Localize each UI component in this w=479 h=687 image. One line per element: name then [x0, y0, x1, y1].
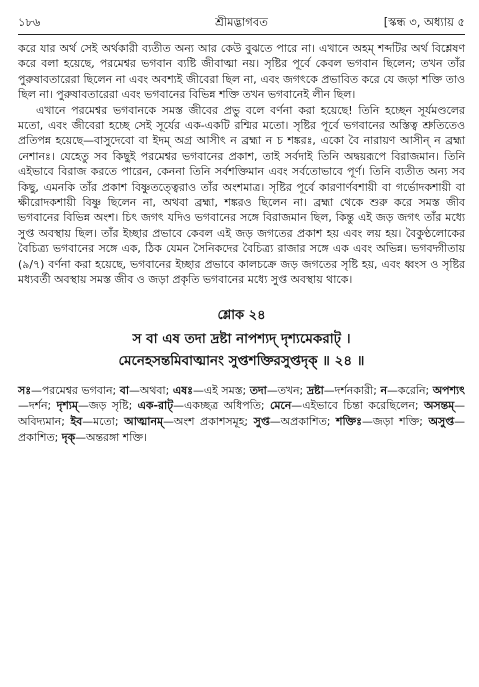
- synonym-term: অসন্তম্: [423, 399, 455, 413]
- synonym-meaning: —অপ্রকাশিত;: [269, 415, 336, 429]
- synonym-term: শক্তিঃ: [336, 415, 362, 429]
- synonym-term: দৃশ্যম্: [56, 399, 78, 413]
- synonym-term: অসুপ্ত: [428, 415, 455, 429]
- synonym-term: এষঃ: [172, 383, 193, 397]
- synonym-term: আত্মানম্: [124, 415, 163, 429]
- book-title: শ্রীমদ্ভাগবত: [215, 15, 268, 29]
- synonym-meaning: —পরমেশ্বর ভগবান;: [31, 383, 120, 397]
- header-rule: [18, 34, 465, 35]
- section-marker: [স্কন্ধ ৩, অধ্যায় ৫: [383, 15, 465, 29]
- synonym-term: বা: [119, 383, 129, 397]
- synonym-term: তদা: [249, 383, 267, 397]
- synonym-meaning: —তখন;: [266, 383, 307, 397]
- synonym-term: সুপ্ত: [253, 415, 270, 429]
- purport-paragraph: করে যার অর্থ সেই অর্থকারী ব্যতীত অন্য আর কেউ বুঝতে পারে না। এখানে অহম্ শব্দটির অর্থ বিশ্লেষণ করে বলা হয়েছে, পরমেশ্বর ভগবান ব্যষ্টি জীবাত্মা নয়। সৃষ্টির পূর্বে কেবল ভগবান ছিলেন; তখন তাঁর পুরুষাবতারেরা ছিলেন না এবং অবশ্যই জীবেরা ছিল না, এবং জগৎকে প্রভাবিত করে যে জড়া শক্তি তাও ছিল না। পুরুষাবতারেরা এবং ভগবানের বিভিন্ন শক্তি তখন ভগবানেই লীন ছিল।: [18, 42, 465, 102]
- synonym-meaning: —অবিদ্যমান;: [18, 399, 466, 429]
- synonym-meaning: —এই সমস্ত;: [192, 383, 250, 397]
- synonym-meaning: —দর্শনকারী;: [323, 383, 381, 397]
- synonym-term: মেনে: [269, 399, 292, 413]
- synonym-meaning: —অংশ প্রকাশসমূহ;: [163, 415, 254, 429]
- synonym-meaning: —অন্তরঙ্গা শক্তি।: [75, 430, 147, 444]
- verse-line: মেনেহসন্তমিবাত্মানং সুপ্তশক্তিরসুপ্তদৃক্ ॥ ২৪ ॥: [118, 352, 365, 369]
- synonym-meaning: —একচ্ছত্র অধিপতি;: [173, 399, 270, 413]
- synonym-term: ন: [380, 383, 387, 397]
- synonym-meaning: —দর্শন;: [18, 399, 57, 413]
- synonyms-block: [18, 383, 465, 446]
- synonym-meaning: —জড়া শক্তি;: [361, 415, 429, 429]
- synonym-meaning: —প্রকাশিত;: [18, 415, 465, 444]
- synonym-term: সঃ: [18, 383, 32, 397]
- synonym-meaning: —এইভাবে চিন্তা করেছিলেন;: [291, 399, 424, 413]
- verse-line: স বা এষ তদা দ্রষ্টা নাপশ্যদ্ দৃশ্যমেকরাট্ ।: [132, 330, 351, 347]
- synonym-term: ইব: [70, 415, 83, 429]
- verse-heading: শ্লোক ২৪: [217, 307, 266, 323]
- synonym-term: অপশ্যৎ: [432, 383, 465, 397]
- page-number: ১৮৬: [18, 15, 41, 29]
- synonym-meaning: —অথবা;: [129, 383, 173, 397]
- synonym-meaning: —করেনি;: [386, 383, 433, 397]
- synonym-term: দ্রষ্টা: [306, 383, 324, 397]
- purport-paragraph: এখানে পরমেশ্বর ভগবানকে সমস্ত জীবের প্রভু বলে বর্ণনা করা হয়েছে! তিনি হচ্ছেন সূর্যমণ্ডলের মতো, এবং জীবেরা হচ্ছে সেই সূর্যের এক-একটি রশ্মির মতো। সৃষ্টির পূর্বে ভগবানের অস্তিত্ব শ্রুতিতেও প্রতিপন্ন হয়েছে—বাসুদেবো বা ইদম্ অগ্র আসীৎ ন ব্রহ্মা ন চ শঙ্করঃ, একো বৈ নারায়ণ আসীন্ ন ব্রহ্মা নেশানঃ। যেহেতু সব কিছুই পরমেশ্বর ভগবানের প্রকাশ, তাই সর্বদাই তিনি অদ্বয়রূপে বিরাজমান। তিনি এইভাবে বিরাজ করতে পারেন, কেননা তিনি সর্বশক্তিমান এবং সর্বতোভাবে পূর্ণ। তিনি ব্যতীত অন্য সব কিছু, এমনকি তাঁর প্রকাশ বিষ্ণুতত্ত্বেরাও তাঁর অংশমাত্র। সৃষ্টির পূর্বে কারণার্ণবশায়ী বা গর্ভোদকশায়ী বা ক্ষীরোদকশায়ী বিষ্ণু ছিলেন না, অথবা ব্রহ্মা, শঙ্করও ছিলেন না। ব্রহ্মা থেকে শুরু করে সমস্ত জীব ভগবানের বিভিন্ন অংশ। চিৎ জগৎ যদিও ভগবানের সঙ্গে বিরাজমান ছিল, কিন্তু এই জড় জগৎ তাঁর মধ্যে সুপ্ত অবস্থায় ছিল। তাঁর ইচ্ছার প্রভাবে কেবল এই জড় জগতের প্রকাশ হয় এবং লয় হয়। বৈকুণ্ঠলোকের বৈচিত্র্য ভগবানের সঙ্গে এক, ঠিক যেমন সৈনিকদের বৈচিত্র্য রাজার সঙ্গে এক এবং অভিন্ন। ভগবদ্গীতায় (৯/৭) বর্ণনা করা হয়েছে, ভগবানের ইচ্ছার প্রভাবে কালচক্রে জড় জগতের সৃষ্টি হয়, এবং ধ্বংস ও সৃষ্টির মধ্যবর্তী অবস্থায় সমস্ত জীব ও জড়া প্রকৃতি ভগবানের মধ্যে সুপ্ত অবস্থায় থাকে।: [18, 103, 465, 287]
- synonym-term: দৃক্: [61, 430, 76, 444]
- purport-text: [18, 41, 465, 288]
- synonym-meaning: —মতো;: [82, 415, 125, 429]
- synonym-meaning: —জড় সৃষ্টি;: [77, 399, 138, 413]
- running-header: [18, 14, 465, 32]
- synonym-term: এক-রাট্: [137, 399, 174, 413]
